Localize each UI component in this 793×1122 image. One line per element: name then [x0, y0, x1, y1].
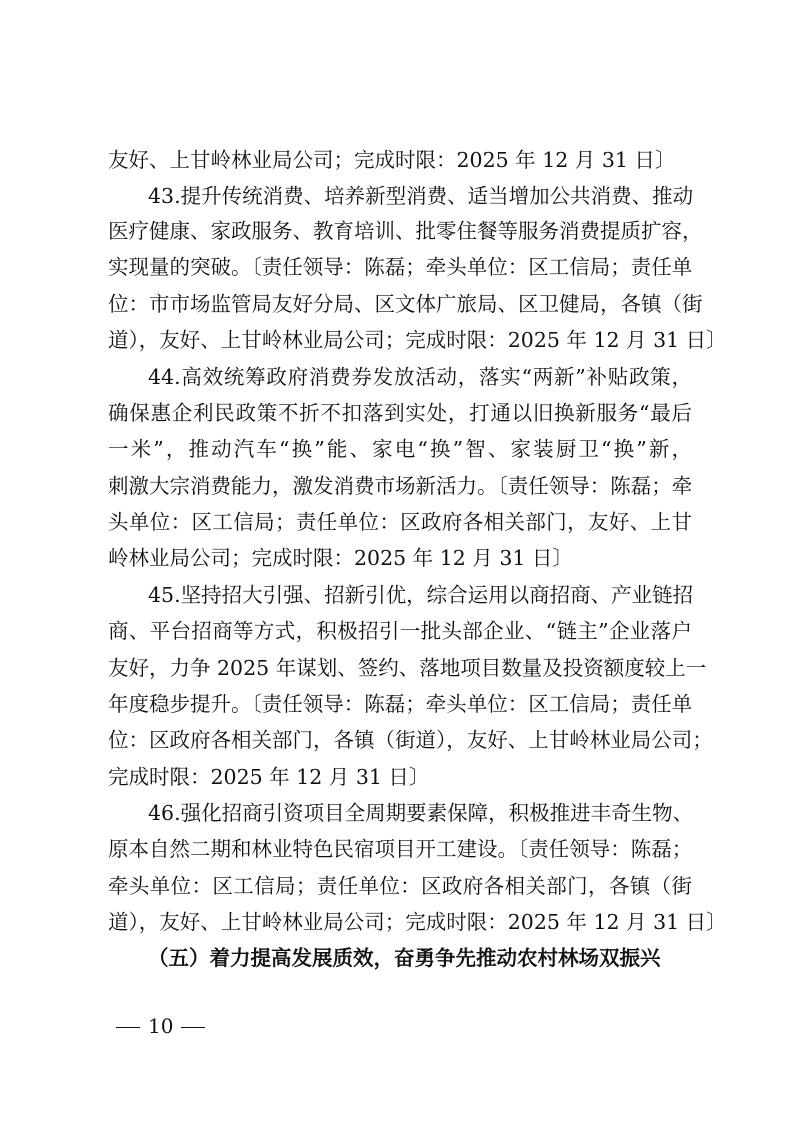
item-46-line-3: 牵头单位：区工信局；责任单位：区政府各相关部门，各镇（街	[108, 874, 692, 898]
item-45-line-1: 45.坚持招大引强、招新引优，综合运用以商招商、产业链招	[148, 583, 694, 607]
item-43-line-2: 医疗健康、家政服务、教育培训、批零住餐等服务消费提质扩容，	[108, 219, 703, 243]
footer-dash-right	[181, 1027, 205, 1028]
item-44-line-2: 确保惠企利民政策不折不扣落到实处，打通以旧换新服务“最后	[108, 401, 692, 425]
item-44-line-1: 44.高效统筹政府消费券发放活动，落实“两新”补贴政策，	[148, 365, 692, 389]
item-44-line-6: 岭林业局公司；完成时限：2025 年 12 月 31 日〕	[108, 546, 573, 570]
page-number: 10	[148, 1014, 174, 1038]
item-43-line-3: 实现量的突破。〔责任领导：陈磊；牵头单位：区工信局；责任单	[108, 255, 693, 279]
item-45-line-4: 年度稳步提升。〔责任领导：陈磊；牵头单位：区工信局；责任单	[108, 692, 693, 716]
item-44-line-4: 刺激大宗消费能力，激发消费市场新活力。〔责任领导：陈磊；牵	[108, 474, 693, 498]
item-46-line-2: 原本自然二期和林业特色民宿项目开工建设。〔责任领导：陈磊；	[108, 837, 693, 861]
text-line-1: 友好、上甘岭林业局公司；完成时限：2025 年 12 月 31 日〕	[108, 148, 676, 172]
section-heading: （五）着力提高发展质效，奋勇争先推动农村林场双振兴	[148, 946, 661, 970]
item-44-line-3: 一米”，推动汽车“换”能、家电“换”智、家装厨卫“换”新，	[108, 437, 692, 461]
item-43-line-4: 位：市市场监管局友好分局、区文体广旅局、区卫健局，各镇（街	[108, 292, 703, 316]
item-45-line-6: 完成时限：2025 年 12 月 31 日〕	[108, 765, 430, 789]
item-44-line-5: 头单位：区工信局；责任单位：区政府各相关部门，友好、上甘	[108, 510, 692, 534]
footer-dash-left	[116, 1027, 140, 1028]
item-45-line-3: 友好，力争 2025 年谋划、签约、落地项目数量及投资额度较上一	[108, 656, 707, 680]
item-45-line-2: 商、平台招商等方式，积极招引一批头部企业、“链主”企业落户	[108, 619, 692, 643]
item-45-line-5: 位：区政府各相关部门，各镇（街道），友好、上甘岭林业局公司；	[108, 728, 713, 752]
item-43-line-1: 43.提升传统消费、培养新型消费、适当增加公共消费、推动	[148, 184, 694, 208]
item-46-line-1: 46.强化招商引资项目全周期要素保障，积极推进丰奇生物、	[148, 801, 694, 825]
item-43-line-5: 道），友好、上甘岭林业局公司；完成时限：2025 年 12 月 31 日〕	[108, 328, 727, 352]
item-46-line-4: 道），友好、上甘岭林业局公司；完成时限：2025 年 12 月 31 日〕	[108, 910, 727, 934]
page-footer	[116, 1012, 205, 1040]
